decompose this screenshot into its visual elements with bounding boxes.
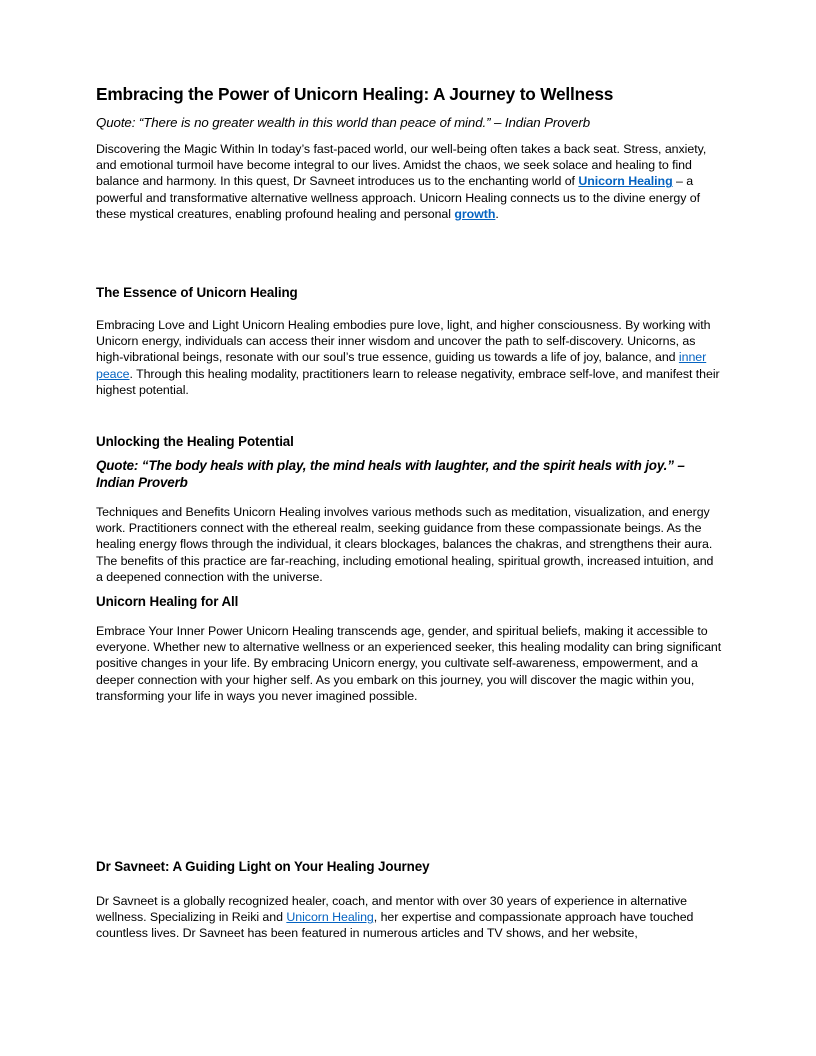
essence-heading: The Essence of Unicorn Healing <box>96 285 298 300</box>
intro-text-3: . <box>495 206 499 221</box>
inner-peace-link[interactable]: inner peace <box>96 350 707 381</box>
opening-quote: Quote: “There is no greater wealth in this world than peace of mind.” – Indian Proverb <box>96 115 590 130</box>
savneet-text-2: , her expertise and compassionate approach have touched countless lives. Dr Savneet has been featured in numerous articles and TV shows, and her website, <box>96 910 694 941</box>
page-title: Embracing the Power of Unicorn Healing: A Journey to Wellness <box>96 84 614 104</box>
savneet-text-1: Dr Savneet is a globally recognized healer, coach, and mentor with over 30 years of experience in alternative wellness. Specializing in Reiki and <box>96 894 688 925</box>
unlocking-paragraph: Techniques and Benefits Unicorn Healing involves various methods such as meditation, visualization, and energy work. Practitioners connect with the ethereal realm, seeking guidance from these compassionate beings. As the healing energy flows through the individual, it clears blockages, balances the chakras, and strengthens their aura. The benefits of this practice are far-reaching, including emotional healing, spiritual growth, increased intuition, and a deepened connection with the universe. <box>96 505 714 584</box>
for-all-heading: Unicorn Healing for All <box>96 594 239 609</box>
essence-text-1: Embracing Love and Light Unicorn Healing embodies pure love, light, and higher consciousness. By working with Unicorn energy, individuals can access their inner wisdom and uncover the path to self-discovery. Unicorns, as high-vibrational beings, resonate with our soul’s true essence, guiding us towards a life of joy, balance, and <box>96 318 711 365</box>
unlocking-quote: Quote: “The body heals with play, the mind heals with laughter, and the spirit heals with joy.” – Indian Proverb <box>96 458 685 490</box>
for-all-paragraph: Embrace Your Inner Power Unicorn Healing transcends age, gender, and spiritual beliefs, making it accessible to everyone. Whether new to alternative wellness or an experienced seeker, this healing modality can bring significant positive changes in your life. By embracing Unicorn energy, you cultivate self-awareness, empowerment, and a deeper connection with your higher self. As you embark on this journey, you will discover the magic within you, transforming your life in ways you never imagined possible. <box>96 624 722 703</box>
unicorn-healing-link-2[interactable]: Unicorn Healing <box>286 910 374 925</box>
essence-paragraph <box>96 317 722 398</box>
essence-text-2: . Through this healing modality, practitioners learn to release negativity, embrace self-love, and manifest their highest potential. <box>96 366 720 397</box>
growth-link[interactable]: growth <box>454 206 496 221</box>
unicorn-healing-link[interactable]: Unicorn Healing <box>578 174 673 189</box>
savneet-heading: Dr Savneet: A Guiding Light on Your Healing Journey <box>96 859 430 874</box>
unlocking-heading: Unlocking the Healing Potential <box>96 434 294 449</box>
savneet-paragraph <box>96 893 722 942</box>
intro-text-2: – a powerful and transformative alternative wellness approach. Unicorn Healing connects us to the divine energy of these mystical creatures, enabling profound healing and personal <box>96 174 701 221</box>
intro-text-1: Discovering the Magic Within In today’s fast-paced world, our well-being often takes a back seat. Stress, anxiety, and emotional turmoil have become integral to our lives. Amidst the chaos, we seek solace and healing to find balance and harmony. In this quest, Dr Savneet introduces us to the enchanting world of <box>96 142 707 189</box>
intro-paragraph <box>96 141 722 222</box>
